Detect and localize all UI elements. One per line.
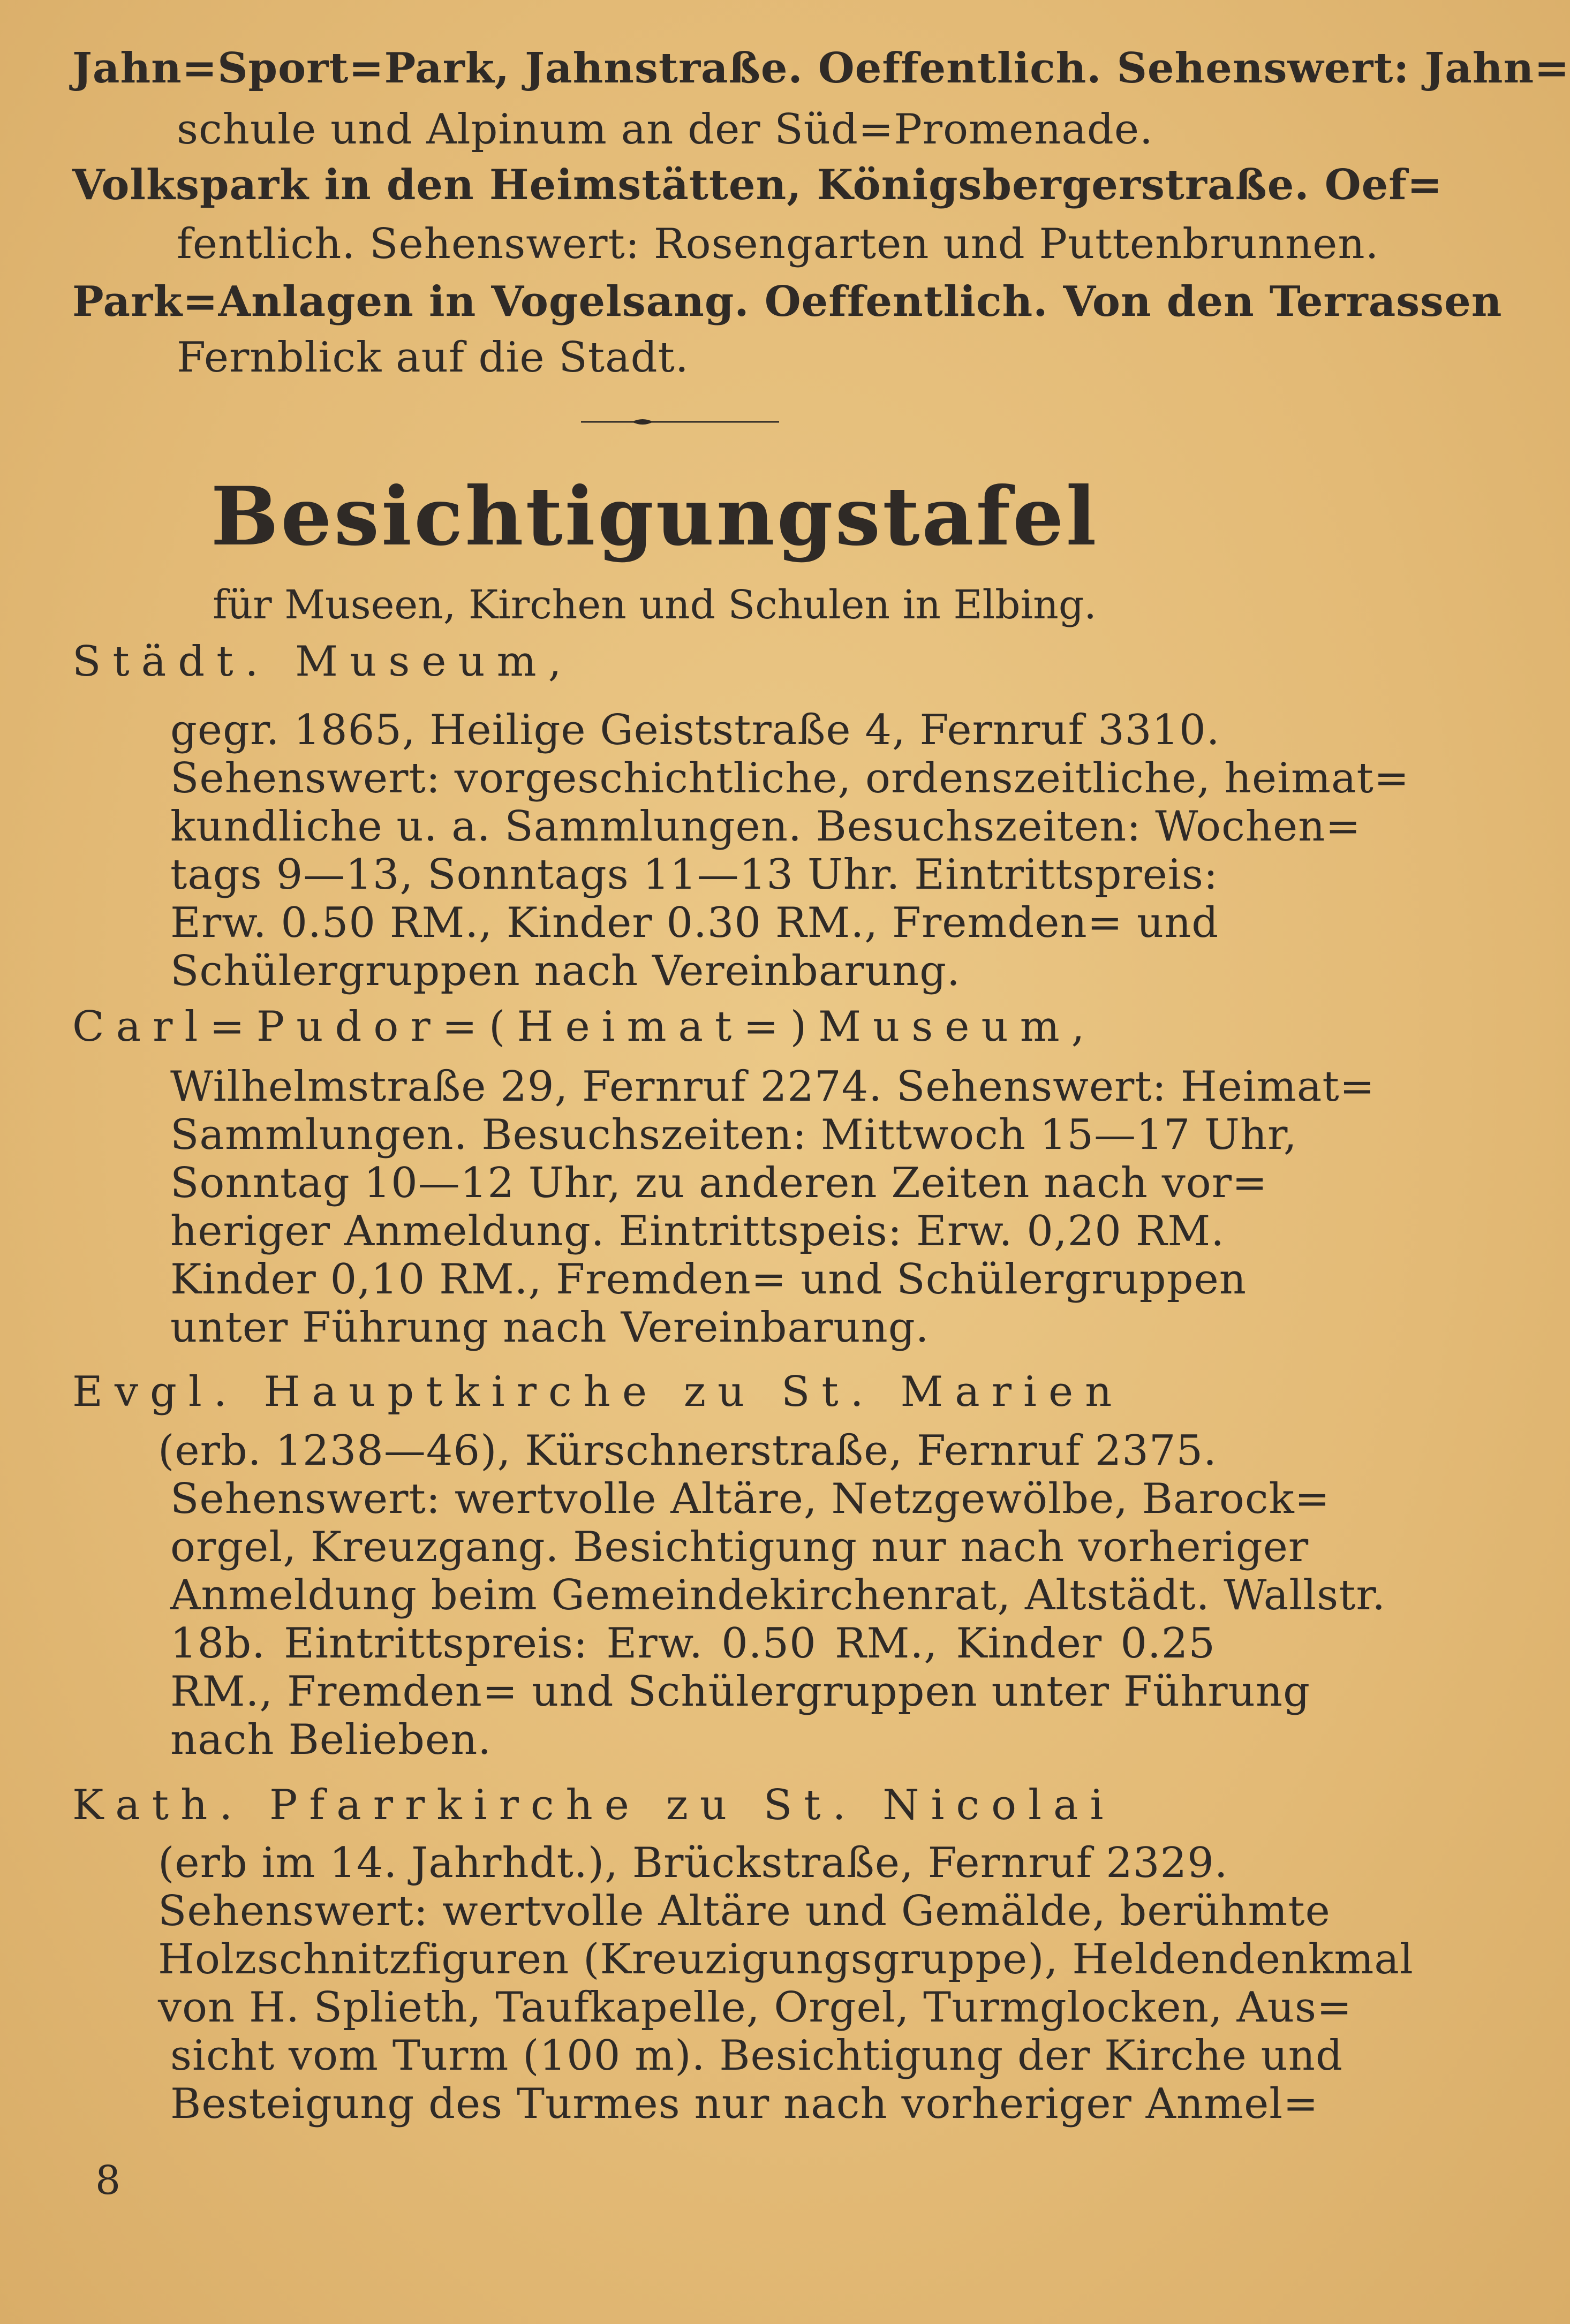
entry-1-heading: Städt. Museum, xyxy=(72,638,573,686)
entry-3-line-7: nach Belieben. xyxy=(170,1716,492,1764)
section-divider xyxy=(581,415,779,428)
entry-3-line-2: Sehenswert: wertvolle Altäre, Netzgewölbe, Barock= xyxy=(170,1475,1331,1523)
entry-2-heading: Carl=Pudor=(Heimat=)Museum, xyxy=(72,1003,1097,1051)
entry-1-line-4: tags 9—13, Sonntags 11—13 Uhr. Eintrittspreis: xyxy=(170,851,1219,899)
park-1-line-1: Jahn=Sport=Park, Jahnstraße. Oeffentlich. Sehenswert: Jahn= xyxy=(72,44,1570,93)
entry-2-line-2: Sammlungen. Besuchszeiten: Mittwoch 15—17 Uhr, xyxy=(170,1111,1297,1159)
entry-2-line-3: Sonntag 10—12 Uhr, zu anderen Zeiten nach vor= xyxy=(170,1159,1268,1207)
entry-4-line-2: Sehenswert: wertvolle Altäre und Gemälde, berühmte xyxy=(158,1887,1331,1935)
entry-4-line-6: Besteigung des Turmes nur nach vorheriger Anmel= xyxy=(170,2080,1319,2128)
entry-2-line-6: unter Führung nach Vereinbarung. xyxy=(170,1304,930,1352)
entry-2-line-1: Wilhelmstraße 29, Fernruf 2274. Sehenswert: Heimat= xyxy=(170,1063,1376,1111)
entry-4-heading: Kath. Pfarrkirche zu St. Nicolai xyxy=(72,1781,1115,1829)
park-3-line-2: Fernblick auf die Stadt. xyxy=(177,334,689,382)
entry-3-line-6: RM., Fremden= und Schülergruppen unter Führung xyxy=(170,1668,1310,1716)
entry-2-line-4: heriger Anmeldung. Eintrittspeis: Erw. 0,20 RM. xyxy=(170,1207,1225,1255)
entry-3-heading: Evgl. Hauptkirche zu St. Marien xyxy=(72,1368,1124,1416)
entry-1-line-3: kundliche u. a. Sammlungen. Besuchszeiten: Wochen= xyxy=(170,803,1361,851)
entry-4-line-4: von H. Splieth, Taufkapelle, Orgel, Turmglocken, Aus= xyxy=(158,1984,1353,2032)
entry-3-line-5: 18b. Eintrittspreis: Erw. 0.50 RM., Kinder 0.25 xyxy=(170,1619,1216,1668)
entry-4-line-5: sicht vom Turm (100 m). Besichtigung der Kirche und xyxy=(170,2032,1343,2080)
entry-3-line-4: Anmeldung beim Gemeindekirchenrat, Altstädt. Wallstr. xyxy=(170,1571,1386,1619)
park-3-line-1: Park=Anlagen in Vogelsang. Oeffentlich. Von den Terrassen xyxy=(72,277,1503,326)
entry-1-line-2: Sehenswert: vorgeschichtliche, ordenszeitliche, heimat= xyxy=(170,754,1410,803)
entry-3-line-3: orgel, Kreuzgang. Besichtigung nur nach vorheriger xyxy=(170,1523,1309,1571)
entry-1-line-1: gegr. 1865, Heilige Geiststraße 4, Fernruf 3310. xyxy=(170,706,1220,754)
page-title: Besichtigungstafel xyxy=(210,470,1099,564)
page-subtitle: für Museen, Kirchen und Schulen in Elbing. xyxy=(213,582,1097,628)
park-2-line-1: Volkspark in den Heimstätten, Königsbergerstraße. Oef= xyxy=(72,161,1443,209)
entry-4-line-1: (erb im 14. Jahrhdt.), Brückstraße, Fernruf 2329. xyxy=(158,1839,1228,1887)
entry-1-line-5: Erw. 0.50 RM., Kinder 0.30 RM., Fremden= und xyxy=(170,899,1219,947)
page-number: 8 xyxy=(95,2158,121,2204)
park-2-line-2: fentlich. Sehenswert: Rosengarten und Puttenbrunnen. xyxy=(177,220,1379,268)
entry-1-line-6: Schülergruppen nach Vereinbarung. xyxy=(170,947,961,995)
entry-2-line-5: Kinder 0,10 RM., Fremden= und Schülergruppen xyxy=(170,1255,1247,1304)
park-1-line-2: schule und Alpinum an der Süd=Promenade. xyxy=(177,105,1153,154)
entry-4-line-3: Holzschnitzfiguren (Kreuzigungsgruppe), Heldendenkmal xyxy=(158,1935,1414,1984)
entry-3-line-1: (erb. 1238—46), Kürschnerstraße, Fernruf 2375. xyxy=(158,1427,1217,1475)
